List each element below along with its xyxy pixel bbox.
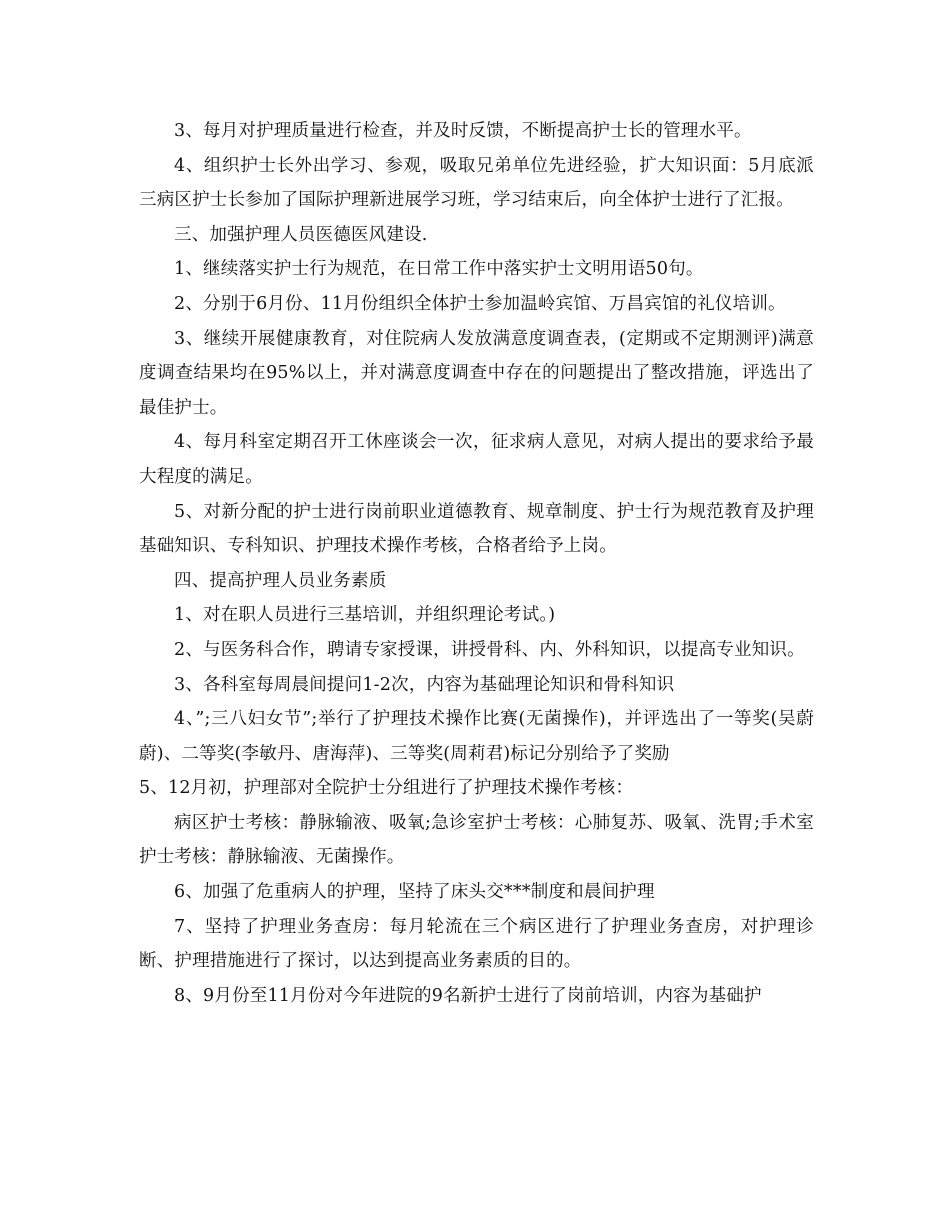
paragraph: 8、9月份至11月份对今年进院的9名新护士进行了岗前培训，内容为基础护 [174, 985, 762, 1006]
paragraph: 4、”;三八妇女节”;举行了护理技术操作比赛(无菌操作)，并评选出了一等奖(吴蔚蔚)、二等奖(李敏丹、唐海萍)、三等奖(周莉君)标记分别给予了奖励 [139, 709, 814, 764]
paragraph: 3、每月对护理质量进行检查，并及时反馈，不断提高护士长的管理水平。 [174, 121, 752, 141]
paragraph: 7、坚持了护理业务查房：每月轮流在三个病区进行了护理业务查房，对护理诊断、护理措施进行了探讨，以达到提高业务素质的目的。 [139, 916, 814, 972]
paragraph: 4、组织护士长外出学习、参观，吸取兄弟单位先进经验，扩大知识面：5月底派三病区护士长参加了国际护理新进展学习班，学习结束后，向全体护士进行了汇报。 [139, 155, 814, 211]
paragraph: 1、对在职人员进行三基培训，并组织理论考试。) [174, 605, 556, 626]
paragraph: 4、每月科室定期召开工休座谈会一次，征求病人意见，对病人提出的要求给予最大程度的满足。 [139, 432, 814, 487]
section-heading: 四、提高护理人员业务素质 [174, 570, 387, 591]
paragraph: 3、继续开展健康教育，对住院病人发放满意度调查表，(定期或不定期测评)满意度调查结果均在95%以上，并对满意度调查中存在的问题提出了整改措施，评选出了最佳护士。 [139, 328, 814, 418]
document-body [139, 114, 814, 1013]
paragraph: 病区护士考核：静脉输液、吸氧;急诊室护士考核：心肺复苏、吸氧、洗胃;手术室护士考核：静脉输液、无菌操作。 [139, 812, 814, 868]
paragraph: 5、对新分配的护士进行岗前职业道德教育、规章制度、护士行为规范教育及护理基础知识、专科知识、护理技术操作考核，合格者给予上岗。 [139, 501, 814, 557]
paragraph: 5、12月初，护理部对全院护士分组进行了护理技术操作考核： [139, 778, 634, 799]
paragraph: 1、继续落实护士行为规范，在日常工作中落实护士文明用语50句。 [174, 259, 704, 280]
section-heading: 三、加强护理人员医德医风建设. [174, 224, 428, 245]
paragraph: 6、加强了危重病人的护理，坚持了床头交***制度和晨间护理 [174, 882, 655, 903]
paragraph: 2、分别于6月份、11月份组织全体护士参加温岭宾馆、万昌宾馆的礼仪培训。 [174, 293, 786, 314]
paragraph: 2、与医务科合作，聘请专家授课，讲授骨科、内、外科知识，以提高专业知识。 [174, 639, 805, 660]
paragraph: 3、各科室每周晨间提问1-2次，内容为基础理论知识和骨科知识 [174, 674, 675, 695]
